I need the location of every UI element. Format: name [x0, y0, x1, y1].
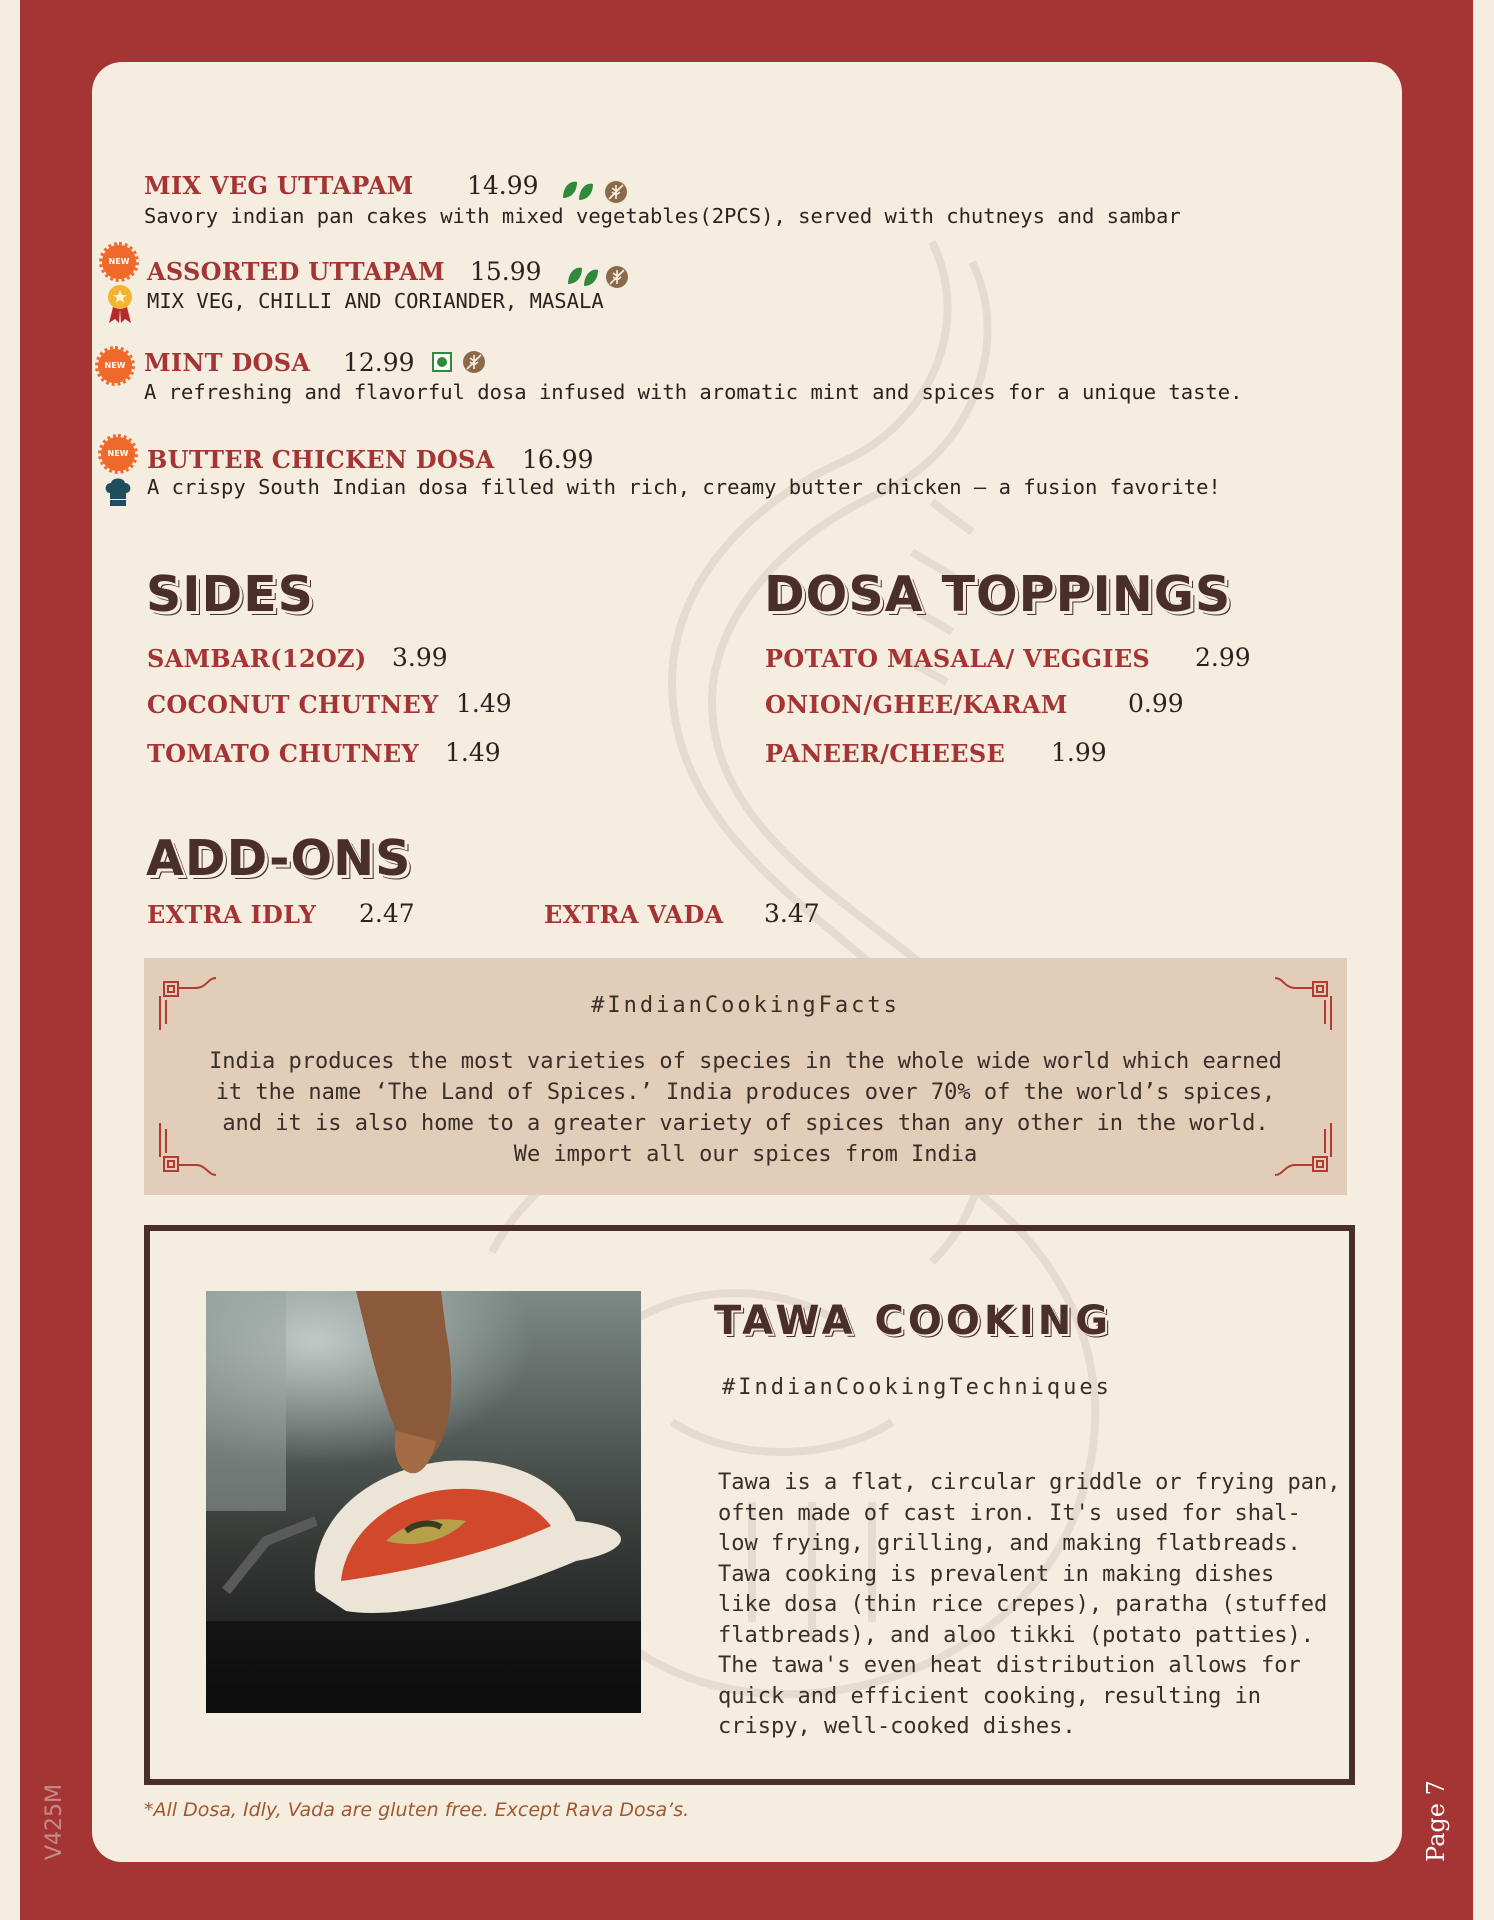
menu-item-description: MIX VEG, CHILLI AND CORIANDER, MASALA: [147, 289, 604, 313]
menu-item-description: Savory indian pan cakes with mixed vegetables(2PCS), served with chutneys and sambar: [144, 204, 1181, 228]
gluten-free-icon: [604, 180, 628, 204]
award-icon: [107, 283, 133, 325]
leaf-icon: [566, 264, 600, 288]
menu-item-price: 12.99: [343, 348, 415, 377]
tawa-subtitle: #IndianCookingTechniques: [722, 1375, 1112, 1400]
topping-item-name: ONION/GHEE/KARAM: [765, 690, 1068, 719]
tawa-body: [718, 1468, 1341, 1743]
tawa-body-line: Tawa cooking is prevalent in making dishes: [718, 1561, 1275, 1587]
menu-item-price: 15.99: [470, 257, 542, 286]
add-ons-heading: ADD-ONS: [146, 830, 412, 887]
page-edge-right: [1473, 0, 1494, 1920]
gluten-free-footnote: *All Dosa, Idly, Vada are gluten free. Except Rava Dosa’s.: [144, 1799, 690, 1821]
side-item-name: SAMBAR(12OZ): [147, 644, 367, 673]
tawa-body-line: crispy, well-cooked dishes.: [718, 1714, 1076, 1739]
topping-item-name: PANEER/CHEESE: [765, 739, 1006, 768]
leaf-icon: [561, 178, 595, 202]
menu-item-price: 14.99: [467, 171, 539, 200]
menu-item-name: ASSORTED UTTAPAM: [147, 257, 445, 286]
cooking-facts-box: [144, 958, 1347, 1195]
side-item-price: 1.49: [456, 689, 512, 718]
tawa-body-line: often made of cast iron. It's used for shal-: [718, 1500, 1301, 1526]
menu-item-price: 16.99: [522, 445, 594, 474]
menu-item-description: A crispy South Indian dosa filled with rich, creamy butter chicken — a fusion favorite!: [147, 475, 1221, 499]
chef-hat-icon: [104, 475, 132, 507]
tawa-body-line: low frying, grilling, and making flatbreads.: [718, 1531, 1301, 1556]
dosa-photo: [206, 1291, 641, 1713]
topping-item-name: POTATO MASALA/ VEGGIES: [765, 644, 1151, 673]
addon-item-name: EXTRA IDLY: [147, 900, 317, 929]
tawa-body-line: flatbreads), and aloo tikki (potato patties).: [718, 1622, 1315, 1648]
tawa-body-line: quick and efficient cooking, resulting in: [718, 1683, 1262, 1709]
topping-item-price: 0.99: [1128, 689, 1184, 718]
page-edge-left: [0, 0, 20, 1920]
menu-item-name: BUTTER CHICKEN DOSA: [147, 445, 495, 474]
tawa-body-line: Tawa is a flat, circular griddle or frying pan,: [718, 1470, 1341, 1495]
page-number: Page 7: [1422, 1780, 1450, 1862]
facts-title: #IndianCookingFacts: [591, 993, 900, 1018]
sides-heading: SIDES: [146, 566, 314, 623]
new-badge-icon: NEW: [101, 437, 135, 471]
menu-item-description: A refreshing and flavorful dosa infused with aromatic mint and spices for a unique taste.: [144, 380, 1243, 404]
side-item-price: 1.49: [445, 738, 501, 767]
side-item-name: TOMATO CHUTNEY: [147, 739, 419, 768]
gluten-free-icon: [605, 265, 629, 289]
tawa-body-line: The tawa's even heat distribution allows for: [718, 1653, 1301, 1678]
topping-item-price: 2.99: [1195, 643, 1251, 672]
new-badge-icon: NEW: [98, 349, 132, 383]
menu-item-name: MIX VEG UTTAPAM: [144, 171, 414, 200]
dosa-toppings-heading: DOSA TOPPINGS: [764, 566, 1232, 623]
side-item-name: COCONUT CHUTNEY: [147, 690, 439, 719]
addon-item-price: 3.47: [764, 899, 820, 928]
tawa-title: TAWA COOKING: [714, 1298, 1113, 1344]
gluten-free-icon: [462, 350, 486, 374]
tawa-body-line: like dosa (thin rice crepes), paratha (stuffed: [718, 1592, 1328, 1617]
veg-mark-icon: [432, 352, 452, 372]
addon-item-name: EXTRA VADA: [544, 900, 724, 929]
addon-item-price: 2.47: [359, 899, 415, 928]
menu-item-name: MINT DOSA: [144, 348, 311, 377]
topping-item-price: 1.99: [1051, 738, 1107, 767]
facts-body: India produces the most varieties of species in the whole wide world which earned it the name ‘The Land of Spices.’ India produces over 70% of the world’s spices, and it is also home to a greater variety of spices than any other in the world. We import all our spices from India: [209, 1049, 1282, 1167]
side-item-price: 3.99: [392, 643, 448, 672]
menu-version-code: V425M: [42, 1783, 67, 1860]
new-badge-icon: NEW: [102, 245, 136, 279]
